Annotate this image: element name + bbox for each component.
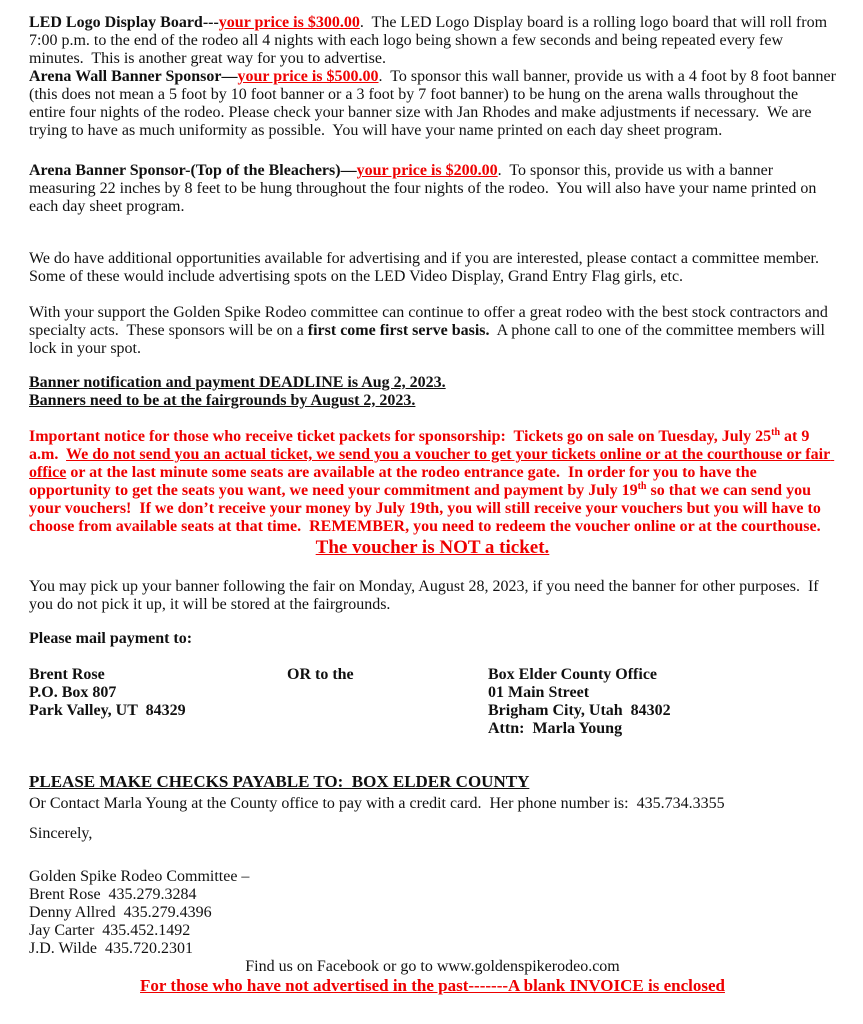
support-before: With your support the Golden Spike Rodeo committee can continue to offer a great rodeo with the best stock contractors and specialty acts. These sponsors will be on a bbox=[29, 304, 832, 339]
blank-invoice-text: For those who have not advertised in the past-------A blank INVOICE is enclosed bbox=[140, 976, 725, 995]
support-bold: first come first serve basis. bbox=[307, 322, 490, 339]
led-board-title: LED Logo Display Board--- bbox=[29, 14, 219, 31]
committee-member-line: J.D. Wilde 435.720.2301 bbox=[29, 940, 193, 957]
committee-member-line: Brent Rose 435.279.3284 bbox=[29, 886, 197, 903]
notice-part-3: or at the last minute some seats are available at the rodeo entrance gate. In order for you to have the opportunity to get the seats you want, we need your commitment and payment by July 19 bbox=[29, 464, 761, 499]
address-line: 01 Main Street bbox=[488, 684, 590, 701]
address-or-label: OR to the bbox=[287, 666, 354, 683]
paragraph-important-notice bbox=[29, 428, 836, 536]
notice-underlined: We do not send you an actual ticket, we send you a voucher to get your tickets online or at the courthouse or fair office bbox=[29, 446, 835, 481]
support-after: A phone call to one of the committee members will lock in your spot. bbox=[29, 322, 829, 357]
address-column-brent-rose bbox=[29, 666, 287, 738]
address-column-county-office bbox=[488, 666, 836, 738]
blank-invoice-line bbox=[29, 976, 836, 995]
address-line: P.O. Box 807 bbox=[29, 684, 117, 701]
bleacher-banner-title: Arena Banner Sponsor-(Top of the Bleachers)— bbox=[29, 162, 357, 179]
checks-payable-heading bbox=[29, 772, 836, 792]
voucher-warning-text: The voucher is NOT a ticket. bbox=[315, 537, 550, 558]
wall-banner-body: . To sponsor this wall banner, provide us with a 4 foot by 8 foot banner (this does not mean a 5 foot by 10 foot banner or a 3 foot by 7 foot banner) to be hung on the arena walls throughout the entire four nights of the rodeo. Please check your banner size with Jan Rhodes and make adjustments if necessary. We are trying to have as much uniformity as possible. You will have your name printed on each day sheet program. bbox=[29, 68, 840, 139]
paragraph-banner-pickup: You may pick up your banner following the fair on Monday, August 28, 2023, if you need the banner for other purposes. If you do not pick it up, it will be stored at the fairgrounds. bbox=[29, 578, 823, 613]
committee-member-line: Denny Allred 435.279.4396 bbox=[29, 904, 212, 921]
find-us-line: Find us on Facebook or go to www.goldenspikerodeo.com bbox=[245, 958, 620, 975]
deadline-block bbox=[29, 374, 836, 410]
mail-payment-heading: Please mail payment to: bbox=[29, 630, 193, 647]
bleacher-banner-price: your price is $200.00 bbox=[356, 162, 498, 179]
notice-part-1: Important notice for those who receive ticket packets for sponsorship: Tickets go on sale on Tuesday, July 25 bbox=[29, 428, 772, 445]
address-line: Box Elder County Office bbox=[488, 666, 658, 683]
address-column-or bbox=[287, 666, 488, 738]
bleacher-banner-body: . To sponsor this, provide us with a banner measuring 22 inches by 8 feet to be hung throughout the four nights of the rodeo. You will also have your name printed on each day sheet program. bbox=[29, 162, 821, 215]
address-line: Brent Rose bbox=[29, 666, 105, 683]
paragraph-additional-opportunities: We do have additional opportunities available for advertising and if you are interested, please contact a committee member. Some of these would include advertising spots on the LED Video Display, Grand Entry Flag girls, etc. bbox=[29, 250, 827, 285]
credit-card-line: Or Contact Marla Young at the County office to pay with a credit card. Her phone number is: 435.734.3355 bbox=[29, 795, 725, 812]
deadline-line-2 bbox=[29, 392, 836, 410]
committee-member-line: Jay Carter 435.452.1492 bbox=[29, 922, 191, 939]
wall-banner-title: Arena Wall Banner Sponsor— bbox=[29, 68, 238, 85]
deadline-line-2-text: Banners need to be at the fairgrounds by August 2, 2023. bbox=[29, 392, 416, 409]
wall-banner-price: your price is $500.00 bbox=[237, 68, 379, 85]
payment-address-block bbox=[29, 666, 836, 738]
deadline-line-1-text: Banner notification and payment DEADLINE is Aug 2, 2023. bbox=[29, 374, 446, 391]
committee-signature-block bbox=[29, 868, 836, 958]
notice-superscript-1: th bbox=[771, 427, 781, 438]
address-line: Park Valley, UT 84329 bbox=[29, 702, 186, 719]
paragraph-bleacher-banner bbox=[29, 162, 836, 216]
deadline-line-1 bbox=[29, 374, 836, 392]
address-line: Brigham City, Utah 84302 bbox=[488, 702, 671, 719]
address-line: Attn: Marla Young bbox=[488, 720, 623, 737]
sincerely-line: Sincerely, bbox=[29, 825, 93, 842]
paragraph-support bbox=[29, 304, 836, 358]
paragraph-led-logo-board bbox=[29, 14, 836, 68]
notice-part-4: so that we can send you your vouchers! If we don’t receive your money by July 19th, you will still receive your vouchers but you will have to choose from available seats at that time. REMEMBER, you need to redeem the voucher online or at the courthouse. bbox=[29, 482, 825, 535]
led-board-price: your price is $300.00 bbox=[218, 14, 360, 31]
committee-title-line: Golden Spike Rodeo Committee – bbox=[29, 868, 250, 885]
checks-payable-text: PLEASE MAKE CHECKS PAYABLE TO: BOX ELDER COUNTY bbox=[29, 772, 530, 791]
voucher-warning-line bbox=[29, 536, 836, 560]
paragraph-wall-banner bbox=[29, 68, 840, 140]
led-board-body: . The LED Logo Display board is a rolling logo board that will roll from 7:00 p.m. to the end of the rodeo all 4 nights with each logo being shown a few seconds and being repeated every few minutes. This is another great way for you to advertise. bbox=[29, 14, 832, 67]
notice-superscript-2: th bbox=[637, 481, 647, 492]
notice-part-2: at 9 a.m. bbox=[29, 428, 814, 463]
